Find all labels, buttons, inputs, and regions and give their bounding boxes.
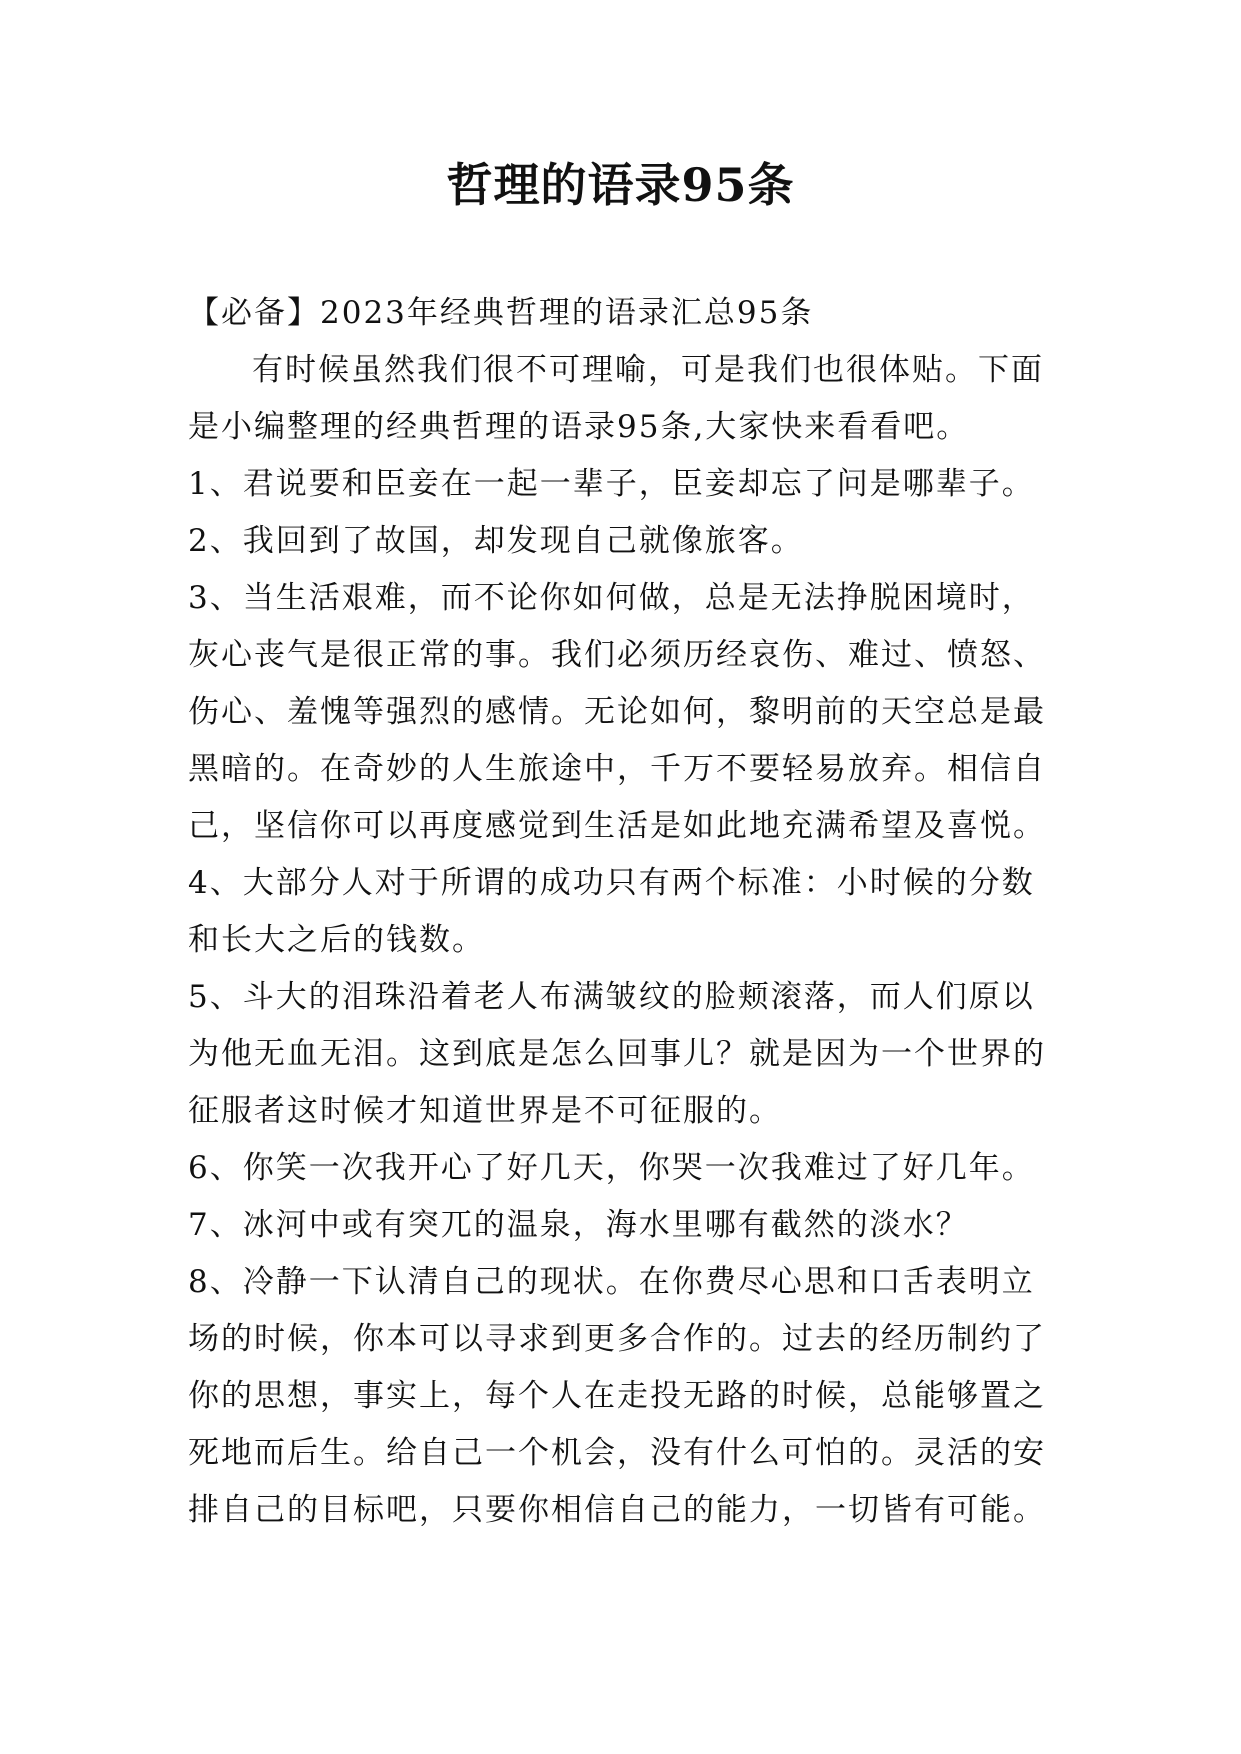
quote-line: 8、冷静一下认清自己的现状。在你费尽心思和口舌表明立	[188, 1264, 1035, 1300]
quote-line: 你的思想，事实上，每个人在走投无路的时候，总能够置之	[188, 1378, 1046, 1414]
quote-line: 征服者这时候才知道世界是不可征服的。	[188, 1093, 782, 1129]
quote-line: 1、君说要和臣妾在一起一辈子，臣妾却忘了问是哪辈子。	[188, 466, 1035, 502]
subtitle-line: 【必备】2023年经典哲理的语录汇总95条	[188, 295, 814, 331]
quote-line: 3、当生活艰难，而不论你如何做，总是无法挣脱困境时，	[188, 580, 1035, 616]
quote-line: 灰心丧气是很正常的事。我们必须历经哀伤、难过、愤怒、	[188, 637, 1046, 673]
quote-item-3	[188, 570, 1068, 855]
quote-item-6	[188, 1140, 1068, 1197]
quote-line: 和长大之后的钱数。	[188, 922, 485, 958]
intro-line: 是小编整理的经典哲理的语录95条,大家快来看看吧。	[188, 409, 970, 445]
quote-line: 伤心、羞愧等强烈的感情。无论如何，黎明前的天空总是最	[188, 694, 1046, 730]
quote-line: 己，坚信你可以再度感觉到生活是如此地充满希望及喜悦。	[188, 808, 1046, 844]
quote-line: 排自己的目标吧，只要你相信自己的能力，一切皆有可能。	[188, 1492, 1046, 1528]
subtitle-paragraph	[188, 285, 1068, 342]
quote-line: 2、我回到了故国，却发现自己就像旅客。	[188, 523, 804, 559]
intro-paragraph	[188, 342, 1068, 456]
quote-item-2	[188, 513, 1068, 570]
quote-item-7	[188, 1197, 1068, 1254]
quote-line: 死地而后生。给自己一个机会，没有什么可怕的。灵活的安	[188, 1435, 1046, 1471]
quote-item-1	[188, 456, 1068, 513]
quote-line: 7、冰河中或有突兀的温泉，海水里哪有截然的淡水？	[188, 1207, 969, 1243]
quote-item-4	[188, 855, 1068, 969]
quote-line: 5、斗大的泪珠沿着老人布满皱纹的脸颊滚落，而人们原以	[188, 979, 1035, 1015]
document-body	[188, 285, 1068, 1539]
quote-item-5	[188, 969, 1068, 1140]
quote-item-8	[188, 1254, 1068, 1539]
document-title: 哲理的语录95条	[446, 158, 795, 212]
quote-line: 为他无血无泪。这到底是怎么回事儿？就是因为一个世界的	[188, 1036, 1046, 1072]
quote-line: 6、你笑一次我开心了好几天，你哭一次我难过了好几年。	[188, 1150, 1035, 1186]
quote-line: 场的时候，你本可以寻求到更多合作的。过去的经历制约了	[188, 1321, 1046, 1357]
quote-line: 黑暗的。在奇妙的人生旅途中，千万不要轻易放弃。相信自	[188, 751, 1046, 787]
intro-line: 有时候虽然我们很不可理喻，可是我们也很体贴。下面	[252, 352, 1044, 388]
quote-line: 4、大部分人对于所谓的成功只有两个标准：小时候的分数	[188, 865, 1035, 901]
